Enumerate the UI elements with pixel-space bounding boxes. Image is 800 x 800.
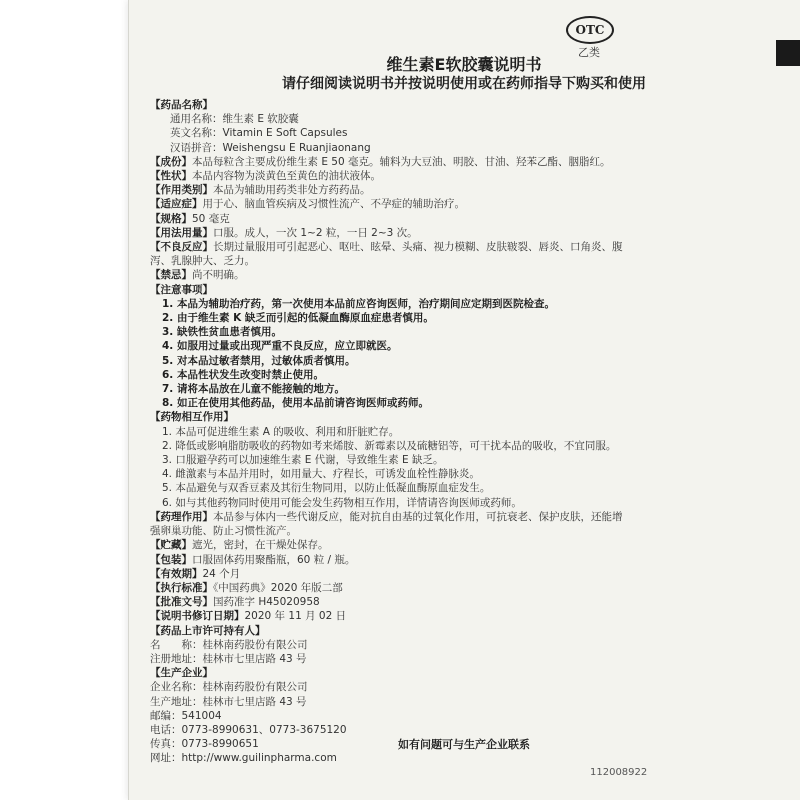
section-text: 24 个月	[202, 567, 241, 580]
section-text: 用于心、脑血管疾病及习惯性流产、不孕症的辅助治疗。	[202, 198, 465, 211]
contact-note: 如有问题可与生产企业联系	[398, 738, 530, 751]
manufacturer-postcode: 邮编：541004	[150, 709, 222, 722]
section-heading: 【规格】	[150, 212, 192, 225]
leaflet-content	[150, 98, 670, 766]
holder-name: 名 称：桂林南药股份有限公司	[150, 638, 308, 651]
precaution-item: 5. 对本品过敏者禁用，过敏体质者慎用。	[162, 354, 356, 367]
manufacturer-heading: 【生产企业】	[150, 667, 213, 680]
section-text: 50 毫克	[192, 212, 230, 225]
section-heading: 【包装】	[150, 553, 192, 566]
section-text: 本品为辅助用药类非处方药药品。	[213, 184, 371, 197]
adverse-section	[150, 240, 670, 254]
interaction-item: 4. 雌激素与本品并用时，如用量大、疗程长，可诱发血栓性静脉炎。	[162, 468, 480, 481]
usage-section	[150, 226, 670, 240]
otc-badge: OTC	[566, 16, 614, 44]
validity-section	[150, 567, 670, 581]
precaution-item: 3. 缺铁性贫血患者慎用。	[162, 326, 282, 339]
adverse-continuation: 泻、乳腺肿大、乏力。	[150, 255, 255, 268]
interaction-item: 1. 本品可促进维生素 A 的吸收、利用和肝脏贮存。	[162, 425, 400, 438]
generic-name: 通用名称：维生素 E 软胶囊	[170, 113, 299, 126]
approval-section	[150, 595, 670, 609]
section-text: 本品每粒含主要成份维生素 E 50 毫克。辅料为大豆油、明胶、甘油、羟苯乙酯、胭脂红。	[192, 155, 611, 168]
otc-class-label: 乙类	[578, 46, 600, 59]
section-text: 口服。成人，一次 1~2 粒，一日 2~3 次。	[213, 226, 418, 239]
section-text: 本品参与体内一些代谢反应，能对抗自由基的过氧化作用，可抗衰老、保护皮肤，还能增	[213, 510, 623, 523]
interaction-item: 5. 本品避免与双香豆素及其衍生物同用，以防止低凝血酶原血症发生。	[162, 482, 491, 495]
manufacturer-address: 生产地址：桂林市七里店路 43 号	[150, 695, 307, 708]
section-heading: 【禁忌】	[150, 269, 192, 282]
section-text: 尚不明确。	[192, 269, 245, 282]
section-heading: 【执行标准】	[150, 581, 213, 594]
interaction-item: 6. 如与其他药物同时使用可能会发生药物相互作用，详情请咨询医师或药师。	[162, 496, 522, 509]
document-title: 维生素E软胶囊说明书	[386, 55, 542, 74]
interaction-item: 3. 口服避孕药可以加速维生素 E 代谢，导致维生素 E 缺乏。	[162, 454, 444, 467]
spec-section	[150, 212, 670, 226]
holder-heading: 【药品上市许可持有人】	[150, 624, 266, 637]
drug-name-heading: 【药品名称】	[150, 99, 213, 111]
section-text: 本品内容物为淡黄色至黄色的油状液体。	[192, 170, 381, 183]
section-heading: 【性状】	[150, 170, 192, 183]
indication-section	[150, 197, 670, 211]
manufacturer-name: 企业名称：桂林南药股份有限公司	[150, 681, 308, 694]
section-heading: 【贮藏】	[150, 539, 192, 552]
section-heading: 【成份】	[150, 155, 192, 168]
english-name: 英文名称：Vitamin E Soft Capsules	[170, 127, 348, 140]
section-heading: 【药理作用】	[150, 510, 213, 523]
section-heading: 【批准文号】	[150, 596, 213, 609]
section-text: 国药准字 H45020958	[213, 596, 320, 609]
section-text: 口服固体药用聚酯瓶，60 粒 / 瓶。	[192, 553, 356, 566]
category-section	[150, 183, 670, 197]
section-text: 遮光，密封，在干燥处保存。	[192, 539, 329, 552]
document-subtitle: 请仔细阅读说明书并按说明使用或在药师指导下购买和使用	[282, 76, 646, 92]
manufacturer-fax: 传真：0773-8990651	[150, 738, 259, 751]
pinyin-name: 汉语拼音：Weishengsu E Ruanjiaonang	[170, 141, 371, 154]
document-code: 112008922	[590, 767, 648, 778]
section-heading: 【不良反应】	[150, 241, 213, 254]
section-heading: 【适应症】	[150, 198, 203, 211]
precaution-item: 8. 如正在使用其他药品，使用本品前请咨询医师或药师。	[162, 397, 429, 410]
precaution-item: 4. 如服用过量或出现严重不良反应，应立即就医。	[162, 340, 398, 353]
manufacturer-phone: 电话：0773-8990631、0773-3675120	[150, 723, 347, 736]
section-text: 2020 年 11 月 02 日	[244, 610, 347, 623]
section-text: 《中国药典》2020 年版二部	[213, 581, 343, 594]
precaution-item: 7. 请将本品放在儿童不能接触的地方。	[162, 383, 345, 396]
storage-section	[150, 538, 670, 552]
pharmacology-section	[150, 510, 670, 524]
standard-section	[150, 581, 670, 595]
contraindication-section	[150, 268, 670, 282]
holder-address: 注册地址：桂林市七里店路 43 号	[150, 652, 307, 665]
interactions-heading: 【药物相互作用】	[150, 411, 234, 424]
precaution-item: 2. 由于维生素 K 缺乏而引起的低凝血酶原血症患者慎用。	[162, 312, 434, 325]
section-heading: 【作用类别】	[150, 184, 213, 197]
character-section	[150, 169, 670, 183]
precaution-item: 1. 本品为辅助治疗药，第一次使用本品前应咨询医师，治疗期间应定期到医院检查。	[162, 297, 555, 310]
precautions-heading: 【注意事项】	[150, 283, 213, 296]
interaction-item: 2. 降低或影响脂肪吸收的药物如考来烯胺、新霉素以及硫糖铝等，可干扰本品的吸收，不宜同服。	[162, 439, 617, 452]
manufacturer-website: 网址：http://www.guilinpharma.com	[150, 752, 337, 765]
section-heading: 【用法用量】	[150, 226, 213, 239]
composition-section	[150, 155, 670, 169]
pharmacology-continuation: 强卵巢功能、防止习惯性流产。	[150, 525, 297, 538]
section-heading: 【有效期】	[150, 567, 203, 580]
package-section	[150, 553, 670, 567]
section-text: 长期过量服用可引起恶心、呕吐、眩晕、头痛、视力模糊、皮肤皲裂、唇炎、口角炎、腹	[213, 241, 623, 254]
revision-section	[150, 609, 670, 623]
precaution-item: 6. 本品性状发生改变时禁止使用。	[162, 368, 324, 381]
section-heading: 【说明书修订日期】	[150, 610, 245, 623]
